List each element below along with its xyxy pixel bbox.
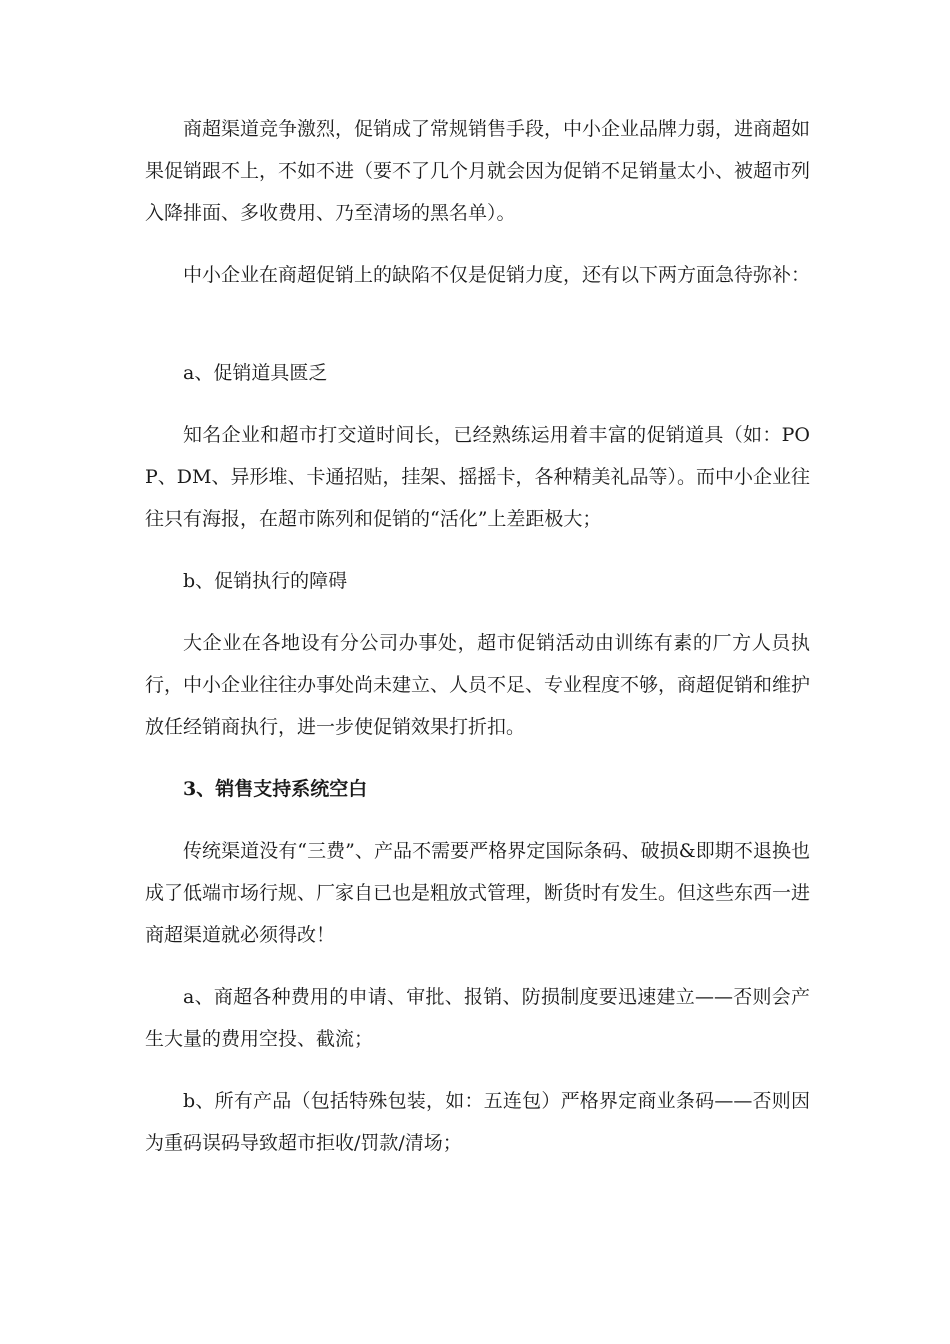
paragraph: 商超渠道竞争激烈，促销成了常规销售手段，中小企业品牌力弱，进商超如果促销跟不上，不如不进（要不了几个月就会因为促销不足销量太小、被超市列入降排面、多收费用、乃至清场的黑名单）。	[145, 118, 811, 224]
paragraph: 传统渠道没有“三费”、产品不需要严格界定国际条码、破损&即期不退换也成了低端市场行规、厂家自已也是粗放式管理，断货时有发生。但这些东西一进商超渠道就必须得改！	[145, 840, 811, 946]
paragraph: 知名企业和超市打交道时间长，已经熟练运用着丰富的促销道具（如：POP、DM、异形堆、卡通招贴，挂架、摇摇卡，各种精美礼品等）。而中小企业往往只有海报，在超市陈列和促销的“活化”上差距极大；	[145, 424, 810, 530]
document-body	[145, 108, 810, 1164]
paragraph: a、商超各种费用的申请、审批、报销、防损制度要迅速建立——否则会产生大量的费用空投、截流；	[145, 986, 810, 1050]
subheading-b: b、促销执行的障碍	[183, 570, 348, 592]
paragraph: 中小企业在商超促销上的缺陷不仅是促销力度，还有以下两方面急待弥补：	[183, 264, 811, 286]
section-heading: 3、销售支持系统空白	[183, 778, 368, 800]
paragraph: 大企业在各地设有分公司办事处，超市促销活动由训练有素的厂方人员执行，中小企业往往办事处尚未建立、人员不足、专业程度不够，商超促销和维护放任经销商执行，进一步使促销效果打折扣。	[145, 632, 811, 738]
paragraph: b、所有产品（包括特殊包装，如：五连包）严格界定商业条码——否则因为重码误码导致超市拒收/罚款/清场；	[145, 1090, 810, 1154]
subheading-a: a、促销道具匮乏	[183, 362, 328, 384]
